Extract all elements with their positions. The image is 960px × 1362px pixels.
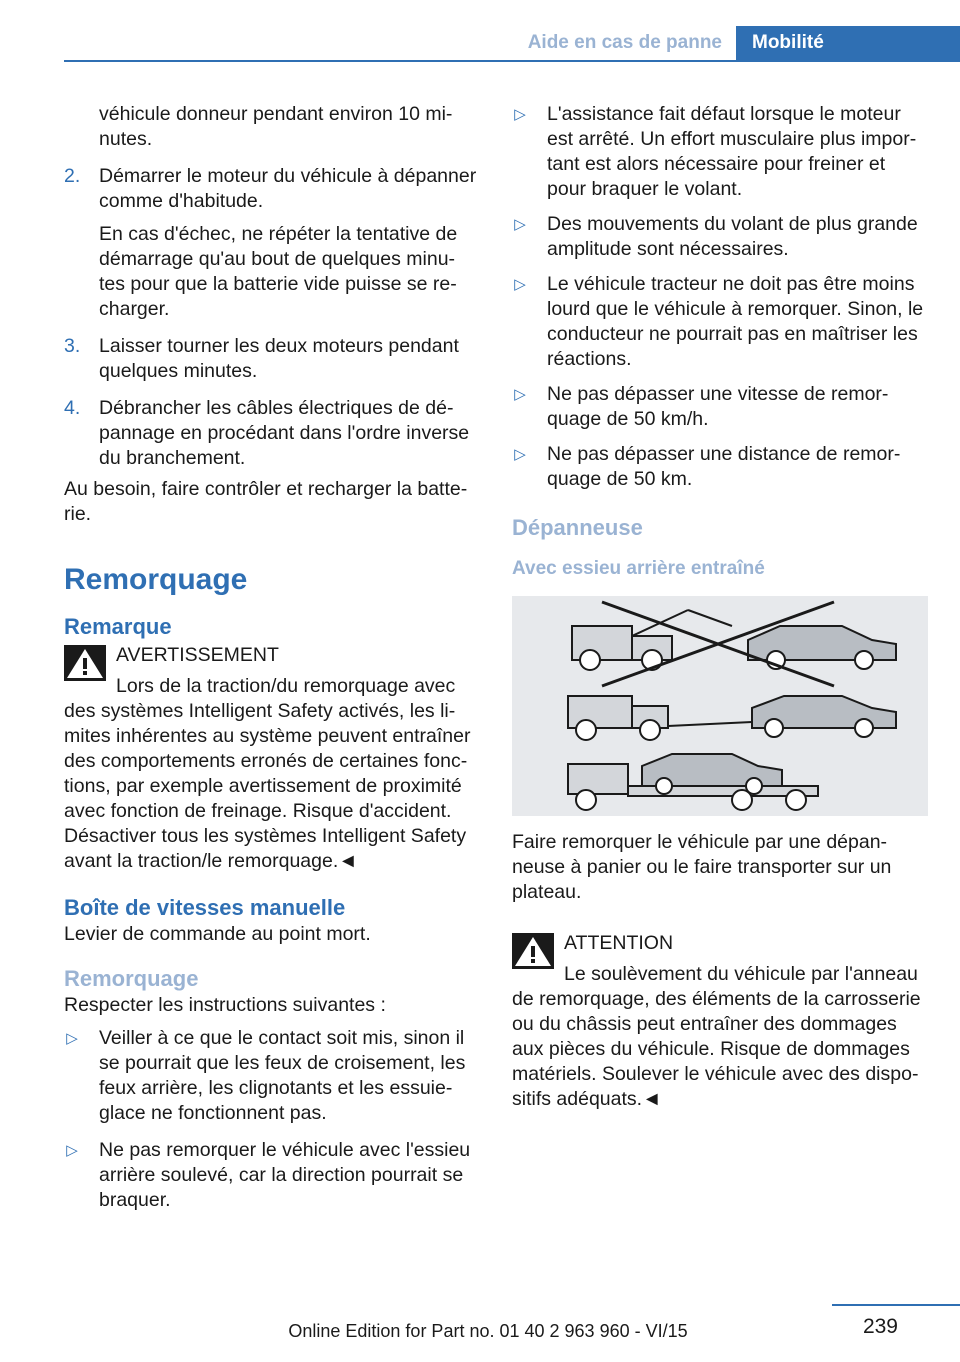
text-line: du branchement. — [99, 447, 246, 469]
step-2 — [64, 164, 482, 322]
instructions-intro: Respecter les instructions suivantes : — [64, 994, 386, 1016]
heading-boite: Boîte de vitesses manuelle — [64, 895, 346, 920]
step-number: 3. — [64, 335, 81, 357]
text-line: Désactiver tous les systèmes Intelligent Safety — [64, 825, 467, 847]
towing-figure-svg — [512, 596, 928, 816]
list-item — [64, 1138, 482, 1213]
text-line: Ne pas dépasser une vitesse de remor- — [547, 383, 889, 405]
towing-illustration — [512, 596, 928, 816]
list-item — [512, 442, 930, 492]
text-line: matériels. Soulever le véhicule avec des dispo- — [512, 1063, 919, 1085]
text-line: quage de 50 km/h. — [547, 408, 709, 430]
warning-triangle-icon — [64, 645, 106, 681]
text-line: En cas d'échec, ne répéter la tentative de — [99, 223, 458, 245]
text-line: arrière soulevé, car la direction pourrait se — [99, 1164, 464, 1186]
text-line: nutes. — [99, 128, 153, 150]
text-line: conducteur ne pourrait pas en maîtriser les — [547, 323, 918, 345]
text-line: est arrêté. Un effort musculaire plus impor- — [547, 128, 917, 150]
text-line: Débrancher les câbles électriques de dé- — [99, 397, 454, 419]
text-line: neuse à panier ou le faire transporter sur un — [512, 856, 892, 878]
text-line: Laisser tourner les deux moteurs pendant — [99, 335, 459, 357]
header-rule — [64, 60, 960, 62]
tow-text — [512, 830, 930, 905]
triangle-bullet-icon: ▷ — [66, 1030, 78, 1047]
text-line: de remorquage, des éléments de la carrosserie — [512, 988, 921, 1010]
list-item — [512, 212, 930, 262]
text-line: sitifs adéquats.◄ — [512, 1088, 662, 1110]
text-line: quelques minutes. — [99, 360, 258, 382]
heading-essieu: Avec essieu arrière entraîné — [512, 558, 765, 579]
text-line: glace ne fonctionnent pas. — [99, 1102, 327, 1124]
text-line: Au besoin, faire contrôler et recharger la batte- — [64, 478, 468, 500]
step-continuation — [64, 102, 482, 152]
text-line: démarrage qu'au bout de quelques minu- — [99, 248, 456, 270]
step-3 — [64, 334, 482, 384]
text-line: Faire remorquer le véhicule par une dépan- — [512, 831, 888, 853]
right-column — [512, 102, 930, 1112]
list-item — [512, 102, 930, 202]
text-line: avant la traction/le remorquage.◄ — [64, 850, 358, 872]
text-line: tant est alors nécessaire pour freiner et — [547, 153, 886, 175]
triangle-bullet-icon: ▷ — [514, 216, 526, 233]
page-number: 239 — [862, 1315, 898, 1338]
step-4 — [64, 396, 482, 471]
text-line: feux arrière, les clignotants et les essuie- — [99, 1077, 453, 1099]
text-line: se pourrait que les feux de croisement, les — [99, 1052, 466, 1074]
warning-box-avertissement — [64, 643, 482, 874]
left-column — [64, 102, 482, 1213]
heading-remorquage-sub: Remorquage — [64, 966, 199, 991]
heading-remorquage: Remorquage — [64, 563, 248, 596]
text-line: Veiller à ce que le contact soit mis, sinon il — [99, 1027, 465, 1049]
warning-title: AVERTISSEMENT — [116, 644, 279, 666]
warning-triangle-icon — [512, 933, 554, 969]
text-line: réactions. — [547, 348, 632, 370]
text-line: lourd que le véhicule à remorquer. Sinon, le — [547, 298, 924, 320]
text-line: braquer. — [99, 1189, 171, 1211]
triangle-bullet-icon: ▷ — [514, 106, 526, 123]
text-line: pour braquer le volant. — [547, 178, 743, 200]
text-line: des systèmes Intelligent Safety activés, les li- — [64, 700, 456, 722]
triangle-bullet-icon: ▷ — [66, 1142, 78, 1159]
text-line: avec fonction de freinage. Risque d'accident. — [64, 800, 452, 822]
edition-footer: Online Edition for Part no. 01 40 2 963 960 - VI/15 — [288, 1321, 688, 1341]
text-line: Le soulèvement du véhicule par l'anneau — [564, 963, 918, 985]
triangle-bullet-icon: ▷ — [514, 446, 526, 463]
heading-remarque: Remarque — [64, 614, 172, 639]
battery-note — [64, 477, 482, 527]
text-line: Ne pas remorquer le véhicule avec l'essieu — [99, 1139, 471, 1161]
list-item — [64, 1026, 482, 1126]
text-line: Le véhicule tracteur ne doit pas être moins — [547, 273, 915, 295]
text-line: des comportements erronés de certaines fonc- — [64, 750, 468, 772]
list-item — [512, 272, 930, 372]
warning-box-attention — [512, 931, 930, 1112]
text-line: mites inhérentes au système peuvent entraîner — [64, 725, 471, 747]
text-line: véhicule donneur pendant environ 10 mi- — [99, 103, 453, 125]
text-line: L'assistance fait défaut lorsque le moteur — [547, 103, 901, 125]
triangle-bullet-icon: ▷ — [514, 276, 526, 293]
step-number: 2. — [64, 165, 81, 187]
text-line: pannage en procédant dans l'ordre inverse — [99, 422, 470, 444]
step-number: 4. — [64, 397, 81, 419]
triangle-bullet-icon: ▷ — [514, 386, 526, 403]
text-line: tes pour que la batterie vide puisse se re- — [99, 273, 457, 295]
breadcrumb-section[interactable]: Aide en cas de panne — [527, 32, 722, 53]
text-line: plateau. — [512, 881, 582, 903]
text-line: quage de 50 km. — [547, 468, 693, 490]
text-line: Lors de la traction/du remorquage avec — [116, 675, 456, 697]
text-line: comme d'habitude. — [99, 190, 264, 212]
list-item — [512, 382, 930, 432]
footer-rule — [832, 1304, 960, 1306]
text-line: aux pièces du véhicule. Risque de dommages — [512, 1038, 910, 1060]
text-line: rie. — [64, 503, 92, 525]
breadcrumb-chapter[interactable]: Mobilité — [736, 26, 960, 60]
text-line: Ne pas dépasser une distance de remor- — [547, 443, 901, 465]
text-line: ou du châssis peut entraîner des dommages — [512, 1013, 897, 1035]
heading-depanneuse: Dépanneuse — [512, 515, 643, 540]
text-line: amplitude sont nécessaires. — [547, 238, 789, 260]
text-line: charger. — [99, 298, 170, 320]
text-line: tions, par exemple avertissement de proximité — [64, 775, 462, 797]
text-line: Démarrer le moteur du véhicule à dépanner — [99, 165, 477, 187]
warning-title: ATTENTION — [564, 932, 674, 954]
text-line: Des mouvements du volant de plus grande — [547, 213, 918, 235]
boite-text: Levier de commande au point mort. — [64, 923, 371, 945]
